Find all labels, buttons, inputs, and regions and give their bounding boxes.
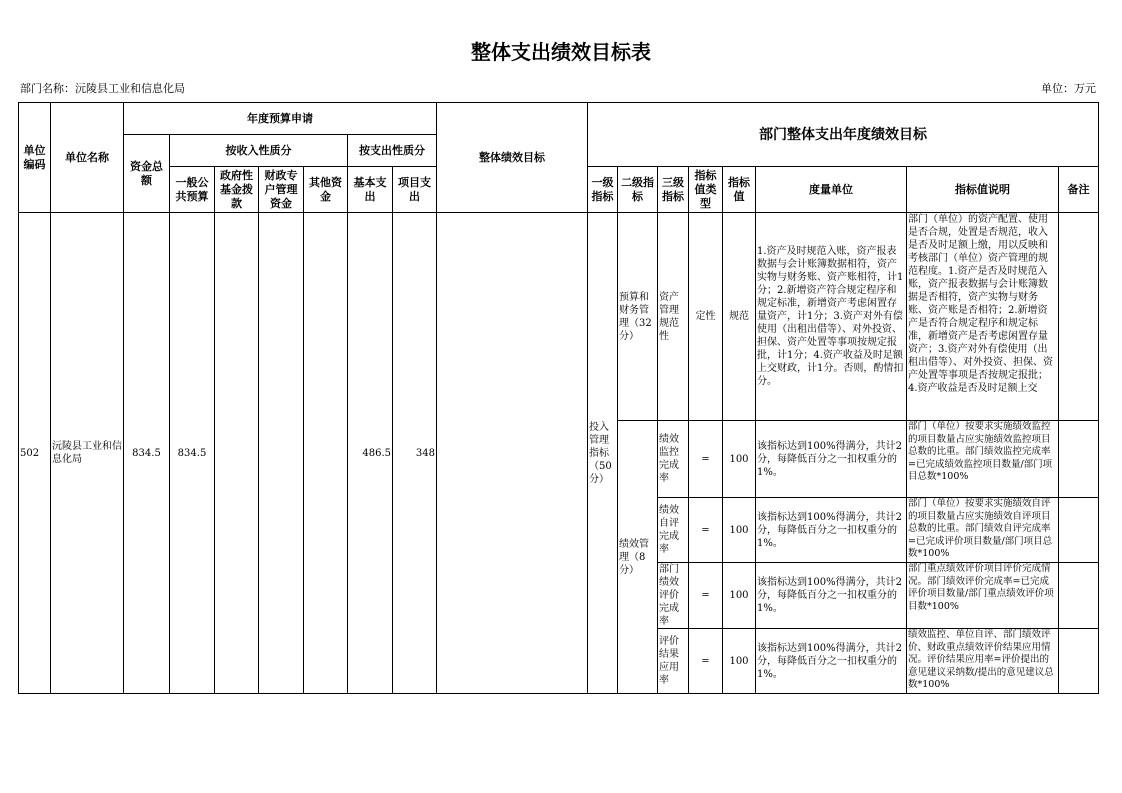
header-by-expense: 按支出性质分	[348, 135, 437, 167]
remark	[1059, 498, 1099, 563]
unit-name: 沅陵县工业和信息化局	[51, 213, 124, 694]
level1-indicator: 投入管理指标（50分）	[588, 213, 618, 694]
level3-indicator: 绩效监控完成率	[658, 421, 689, 498]
indicator-explanation: 部门（单位）按要求实施绩效自评的项目数量占应实施绩效自评项目总数的比重。部门绩效自评完成率=已完成评价项目数量/部门项目总数*100%	[908, 498, 1053, 559]
measure-unit: 该指标达到100%得满分，共计2分，每降低百分之一扣权重分的1%。	[756, 498, 907, 563]
header-level3: 三级指标	[658, 167, 689, 213]
measure-unit: 该指标达到100%得满分，共计2分，每降低百分之一扣权重分的1%。	[756, 421, 907, 498]
header-overall-goal: 整体绩效目标	[437, 103, 588, 213]
remark	[1059, 629, 1099, 694]
gov-fund	[215, 213, 259, 694]
overall-goal	[437, 213, 588, 694]
indicator-value: 规范	[723, 213, 756, 421]
other-funds	[304, 213, 348, 694]
indicator-explanation: 部门（单位）的资产配置、使用是否合规，处置是否规范，收入是否及时足额上缴，用以反映和考核部门（单位）资产管理的规范程度。1.资产是否及时规范入账，资产报表数据与会计账簿数据是否相符，资产实物与财务账、资产账是否相符；2.新增资产是否符合规定程序和规定标准，新增资产是否考虑闲置存量资产；3.资产对外有偿使用（出租出借等）、对外投资、担保、资产处置等事项是否按规定报批；4.资产收益是否及时足额上交	[908, 214, 1053, 394]
header-gov-fund: 政府性基金拨款	[215, 167, 259, 213]
project-exp: 348	[393, 213, 437, 694]
remark	[1059, 421, 1099, 498]
header-project-exp: 项目支出	[393, 167, 437, 213]
header-dept-goal: 部门整体支出年度绩效目标	[588, 103, 1099, 167]
total-funds: 834.5	[124, 213, 170, 694]
header-total-funds: 资金总额	[124, 135, 170, 213]
level3-indicator: 部门绩效评价完成率	[658, 563, 689, 629]
value-type: 定性	[689, 213, 723, 421]
header-level2: 二级指标	[618, 167, 658, 213]
value-type: =	[689, 563, 723, 629]
header-value: 指标值	[723, 167, 756, 213]
level3-indicator: 绩效自评完成率	[658, 498, 689, 563]
header-annual-budget: 年度预算申请	[124, 103, 437, 135]
header-fiscal-special: 财政专户管理资金	[259, 167, 304, 213]
basic-exp: 486.5	[348, 213, 393, 694]
table-row	[19, 213, 1099, 421]
value-type: =	[689, 498, 723, 563]
header-measure: 度量单位	[756, 167, 907, 213]
header-by-income: 按收入性质分	[170, 135, 348, 167]
level3-indicator: 评价结果应用率	[658, 629, 689, 694]
unit-label: 单位：万元	[1041, 82, 1096, 95]
indicator-explanation: 部门（单位）按要求实施绩效监控的项目数量占应实施绩效监控项目总数的比重。部门绩效监控完成率=已完成绩效监控项目数量/部门项目总数*100%	[908, 421, 1053, 482]
general-budget: 834.5	[170, 213, 215, 694]
indicator-explanation: 部门重点绩效评价项目评价完成情况。部门绩效评价完成率=已完成评价项目数量/部门重点绩效评价项目数*100%	[908, 563, 1054, 612]
unit-code: 502	[19, 213, 51, 694]
indicator-value: 100	[723, 629, 756, 694]
level2-indicator: 绩效管理（8分）	[618, 421, 658, 694]
value-type: =	[689, 421, 723, 498]
indicator-value: 100	[723, 421, 756, 498]
indicator-value: 100	[723, 498, 756, 563]
indicator-explanation: 绩效监控、单位自评、部门绩效评价、财政重点绩效评价结果应用情况。评价结果应用率=评价提出的意见建议采纳数/提出的意见建议总数*100%	[908, 629, 1054, 690]
header-explain: 指标值说明	[907, 167, 1059, 213]
level2-indicator: 预算和财务管理（32分）	[618, 213, 658, 421]
header-other-funds: 其他资金	[304, 167, 348, 213]
header-remark: 备注	[1059, 167, 1099, 213]
header-level1: 一级指标	[588, 167, 618, 213]
performance-table	[18, 102, 1099, 694]
header-general-budget: 一般公共预算	[170, 167, 215, 213]
level3-indicator: 资产管理规范性	[658, 213, 689, 421]
measure-unit: 1.资产及时规范入账，资产报表数据与会计账簿数据相符，资产实物与财务账、资产账相符，计1分；2.新增资产符合规定程序和规定标准，新增资产考虑闲置存量资产，计1分；3.资产对外有偿使用（出租出借等）、对外投资、担保、资产处置等事项按规定报批，计1分；4.资产收益及时足额上交财政，计1分。否则，酌情扣分。	[756, 213, 907, 421]
page-title: 整体支出绩效目标表	[471, 40, 651, 64]
measure-unit: 该指标达到100%得满分，共计2分，每降低百分之一扣权重分的1%。	[756, 563, 907, 629]
header-unit-name: 单位名称	[51, 103, 124, 213]
header-unit-code: 单位编码	[19, 103, 51, 213]
measure-unit: 该指标达到100%得满分，共计2分，每降低百分之一扣权重分的1%。	[756, 629, 907, 694]
value-type: =	[689, 629, 723, 694]
header-basic-exp: 基本支出	[348, 167, 393, 213]
indicator-value: 100	[723, 563, 756, 629]
department-name: 部门名称：沅陵县工业和信息化局	[20, 82, 185, 95]
remark	[1059, 563, 1099, 629]
header-value-type: 指标值类型	[689, 167, 723, 213]
remark	[1059, 213, 1099, 421]
fiscal-special	[259, 213, 304, 694]
